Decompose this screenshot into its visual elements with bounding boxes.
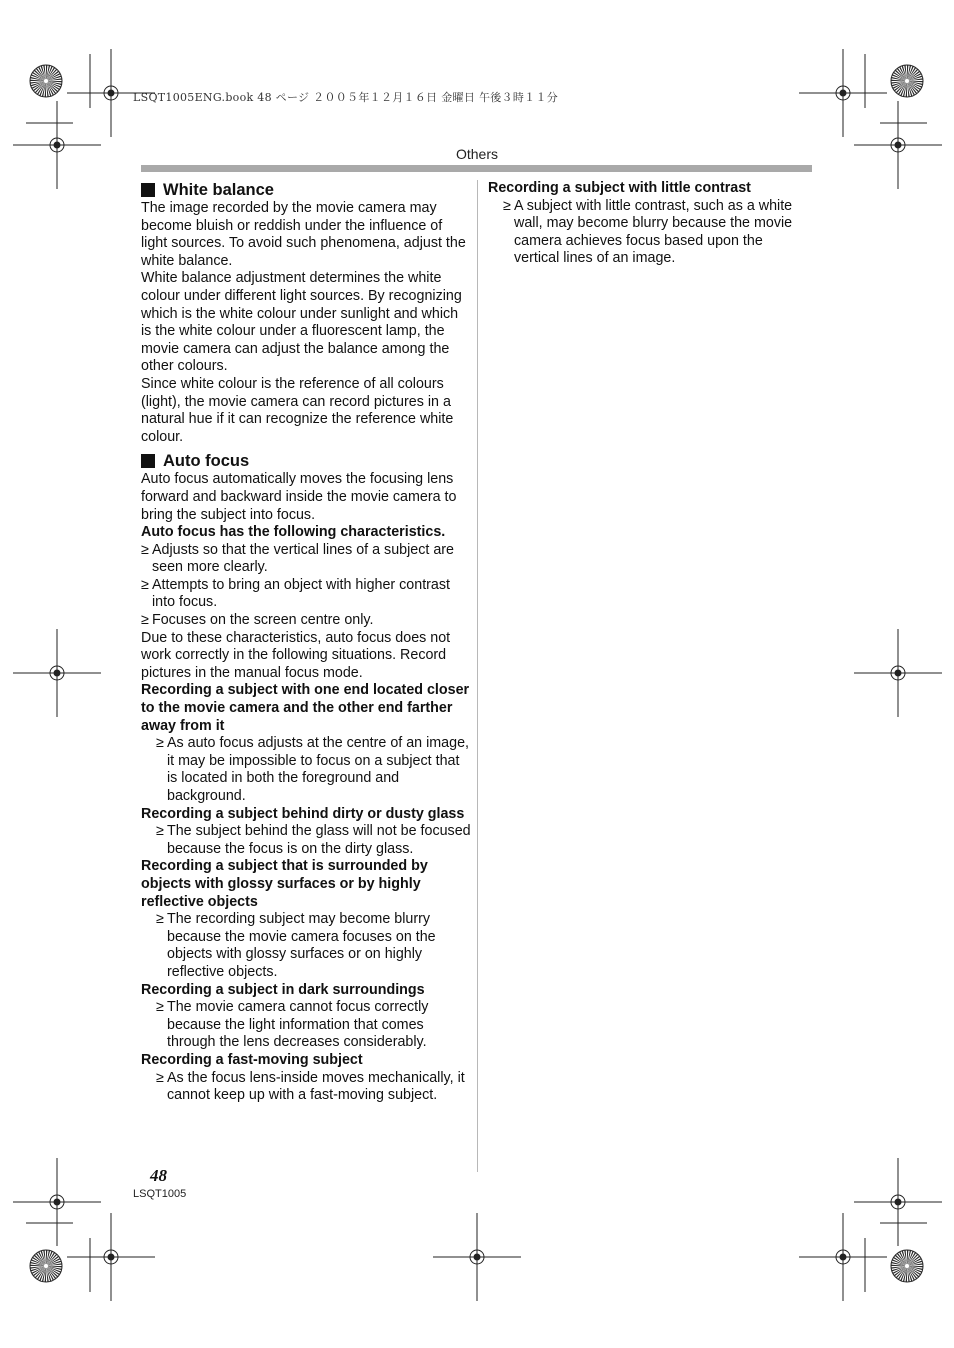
radial-target-icon <box>891 65 923 97</box>
page-number: 48 <box>150 1166 167 1185</box>
list-item: ≥ The subject behind the glass will not be focused because the focus is on the dirty glass. <box>156 823 471 857</box>
situation-title: Recording a subject that is surrounded by objects with glossy surfaces or by highly reflective objects <box>141 858 428 910</box>
registration-mark-icon <box>67 49 155 137</box>
bullet-icon: ≥ <box>156 1069 164 1086</box>
registration-mark-icon <box>13 1158 101 1246</box>
situation-title: Recording a fast-moving subject <box>141 1051 363 1068</box>
radial-target-icon <box>891 1250 923 1282</box>
situation-title: Recording a subject behind dirty or dusty glass <box>141 805 465 822</box>
list-item: ≥ Focuses on the screen centre only. <box>141 612 374 629</box>
situation-title: Recording a subject with little contrast <box>488 180 751 196</box>
list-item: ≥ As auto focus adjusts at the centre of an image, it may be impossible to focus on a subject that is located in both the foreground and background. <box>156 735 470 804</box>
characteristics-title: Auto focus has the following characteristics. <box>141 524 446 541</box>
white-balance-paragraph: Since white colour is the reference of all colours (light), the movie camera can record pictures in a natural hue if it can recognize the reference white colour. <box>141 375 454 445</box>
registration-mark-icon <box>854 1158 942 1246</box>
bullet-icon: ≥ <box>503 197 511 214</box>
bullet-icon: ≥ <box>156 999 164 1016</box>
radial-target-icon <box>30 1250 62 1282</box>
registration-mark-icon <box>13 629 101 717</box>
registration-mark-icon <box>67 1213 155 1301</box>
registration-mark-icon <box>433 1213 521 1301</box>
white-balance-heading: White balance <box>141 180 471 200</box>
list-item: ≥ As the focus lens-inside moves mechanically, it cannot keep up with a fast-moving subject. <box>156 1069 465 1104</box>
model-code: LSQT1005 <box>133 1188 187 1200</box>
bullet-icon: ≥ <box>141 541 149 558</box>
list-item: ≥ A subject with little contrast, such as a white wall, may become blurry because the movie camera achieves focus based upon the vertical lines of an image. <box>503 197 793 267</box>
registration-mark-icon <box>13 101 101 189</box>
situation-title: Recording a subject in dark surroundings <box>141 981 425 998</box>
list-item: ≥ Attempts to bring an object with higher contrast into focus. <box>141 576 451 611</box>
bullet-icon: ≥ <box>156 911 164 928</box>
list-item: ≥ Adjusts so that the vertical lines of a subject are seen more clearly. <box>141 541 454 576</box>
registration-mark-icon <box>854 101 942 189</box>
white-balance-paragraph: The image recorded by the movie camera may become bluish or reddish under the influence of light sources. To avoid such phenomena, adjust the white balance. <box>141 200 466 269</box>
white-balance-paragraph: White balance adjustment determines the white colour under different light sources. By recognizing which is the white colour under sunlight and which is the white colour under a fluorescent lamp, the movie camera can adjust the balance among the other colours. <box>141 270 462 375</box>
list-item: ≥ The recording subject may become blurry because the movie camera focuses on the objects with glossy surfaces or on highly reflective objects. <box>156 911 436 980</box>
bullet-icon: ≥ <box>156 735 164 752</box>
registration-mark-icon <box>854 629 942 717</box>
bullet-icon: ≥ <box>156 823 164 840</box>
list-item: ≥ The movie camera cannot focus correctly because the light information that comes through the lens decreases considerably. <box>156 999 429 1051</box>
auto-focus-note: Due to these characteristics, auto focus does not work correctly in the following situations. Record pictures in the manual focus mode. <box>141 629 451 681</box>
printer-slug-line: LSQT1005ENG.book 48 ページ ２００５年１２月１６日 金曜日 午後３時１１分 <box>133 91 559 104</box>
auto-focus-heading: Auto focus <box>141 451 471 471</box>
registration-mark-icon <box>799 49 887 137</box>
bullet-icon: ≥ <box>141 612 149 629</box>
auto-focus-intro: Auto focus automatically moves the focusing lens forward and backward inside the movie camera to bring the subject into focus. <box>141 471 457 523</box>
radial-target-icon <box>30 65 62 97</box>
registration-mark-icon <box>799 1213 887 1301</box>
situation-title: Recording a subject with one end located closer to the movie camera and the other end farther away from it <box>141 682 470 734</box>
bullet-icon: ≥ <box>141 576 149 593</box>
section-label: Others <box>455 146 498 162</box>
